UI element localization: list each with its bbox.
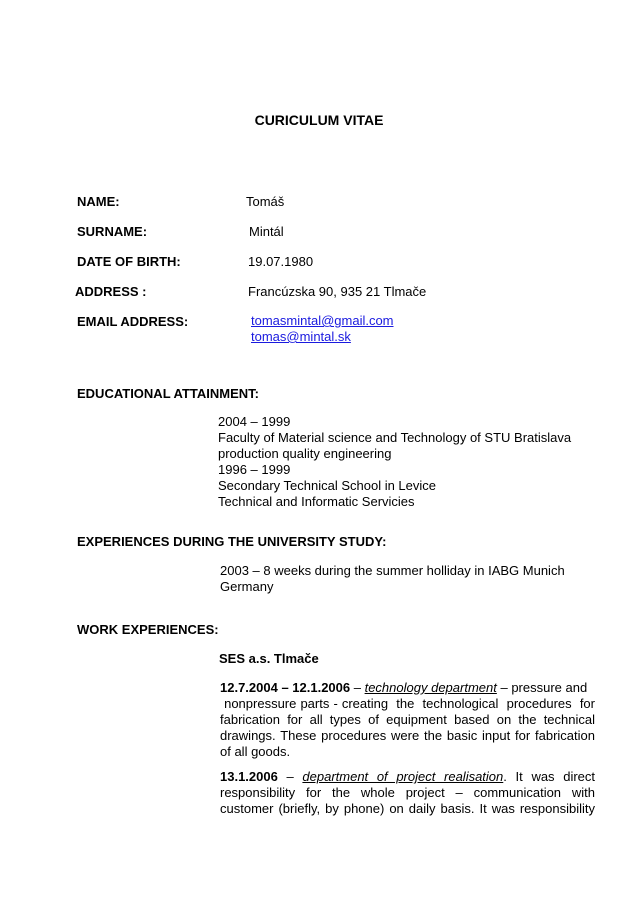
education-line: Technical and Informatic Servicies <box>218 494 415 509</box>
university-list <box>220 563 565 595</box>
education-list <box>218 414 571 510</box>
work-entry-1 <box>220 680 595 760</box>
work-heading: WORK EXPERIENCES: <box>77 622 219 637</box>
work-entry-1-line: of all goods. <box>220 744 291 759</box>
work-entry-1-line: nonpressure parts - creating the technological procedures for <box>220 696 595 711</box>
work-entry-1-dept: technology department <box>364 680 497 695</box>
work-entry-2-line: responsibility for the whole project – communication with <box>220 785 595 800</box>
company-name: SES a.s. Tlmače <box>219 651 319 666</box>
work-entry-1-first-line <box>220 680 595 696</box>
work-entry-2-rest: . It was direct <box>503 769 596 784</box>
email-link-1-text[interactable]: tomasmintal@gmail.com <box>251 313 394 328</box>
university-line: Germany <box>220 579 274 594</box>
dob-value: 19.07.1980 <box>248 254 314 269</box>
work-entry-2-dash: – <box>277 769 303 784</box>
work-entry-1-line: fabrication for all types of equipment based on the technical <box>220 712 595 727</box>
education-line: production quality engineering <box>218 446 392 461</box>
address-label: ADDRESS : <box>75 284 147 299</box>
surname-label: SURNAME: <box>77 224 148 239</box>
education-line: Secondary Technical School in Levice <box>218 478 437 493</box>
university-heading: EXPERIENCES DURING THE UNIVERSITY STUDY: <box>77 534 387 549</box>
work-entry-1-dash: – <box>350 680 365 695</box>
dob-label: DATE OF BIRTH: <box>77 254 181 269</box>
work-entry-2-date: 13.1.2006 <box>220 769 278 784</box>
education-line: 2004 – 1999 <box>218 414 291 429</box>
email-label: EMAIL ADDRESS: <box>77 314 189 329</box>
work-entry-1-line: drawings. These procedures were the basic input for fabrication <box>220 728 595 743</box>
page-title: CURICULUM VITAE <box>254 112 384 128</box>
work-entry-2-dept: department of project realisation <box>302 769 504 784</box>
education-heading: EDUCATIONAL ATTAINMENT: <box>77 386 259 401</box>
name-label: NAME: <box>77 194 120 209</box>
email-link-1[interactable] <box>251 313 394 329</box>
work-entry-2-first-line <box>220 769 595 785</box>
work-entry-1-dates: 12.7.2004 – 12.1.2006 <box>220 680 351 695</box>
education-line: 1996 – 1999 <box>218 462 291 477</box>
education-line: Faculty of Material science and Technology of STU Bratislava <box>218 430 572 445</box>
surname-value: Mintál <box>249 224 284 239</box>
address-value: Francúzska 90, 935 21 Tlmače <box>248 284 427 299</box>
email-link-2[interactable] <box>251 329 351 345</box>
work-entry-2 <box>220 769 595 817</box>
work-entry-1-rest: – pressure and <box>496 680 588 695</box>
university-line: 2003 – 8 weeks during the summer holliday in IABG Munich <box>220 563 565 578</box>
name-value: Tomáš <box>246 194 285 209</box>
work-entry-2-line: customer (briefly, by phone) on daily basis. It was responsibility <box>220 801 595 816</box>
email-link-2-text[interactable]: tomas@mintal.sk <box>251 329 351 344</box>
